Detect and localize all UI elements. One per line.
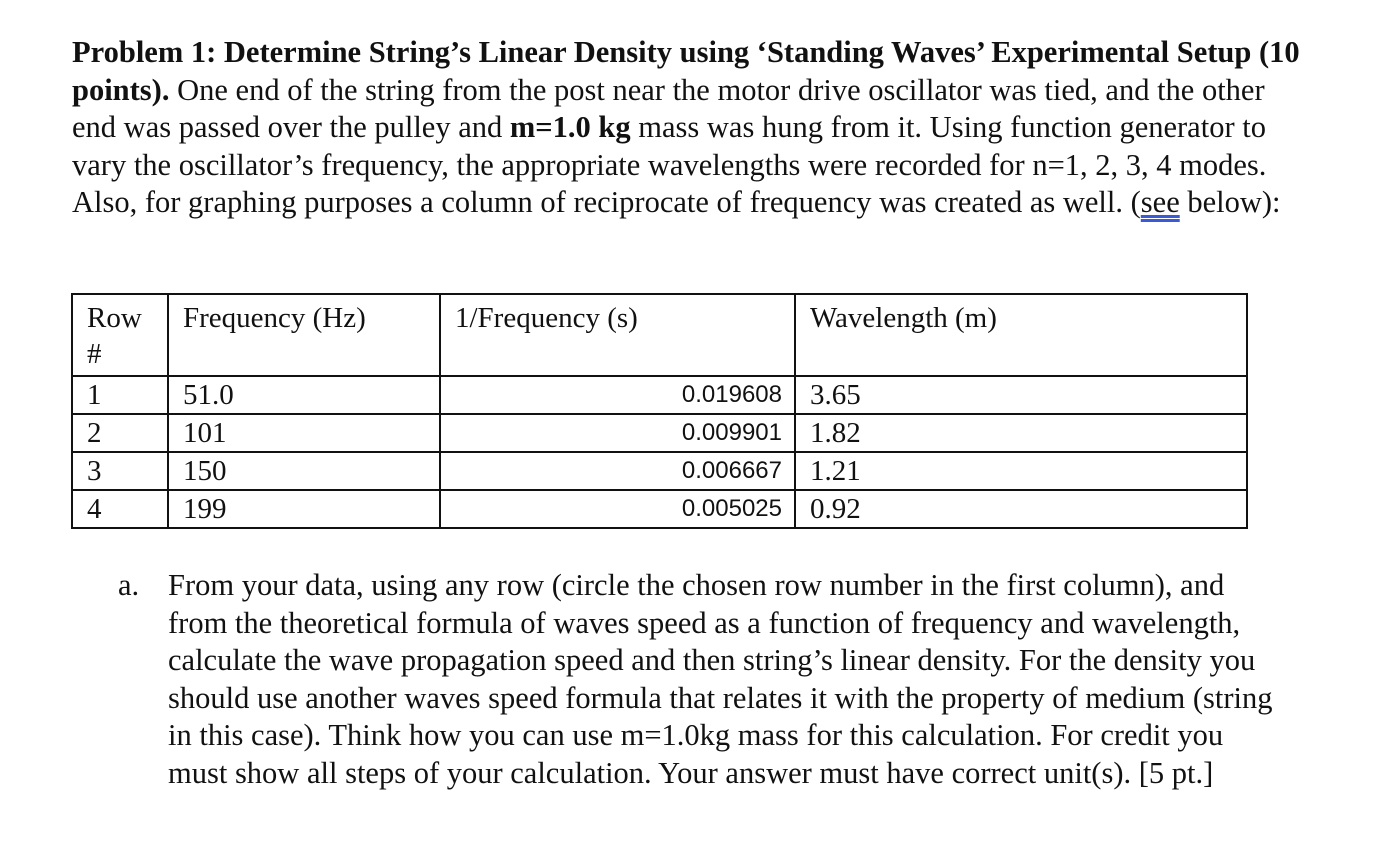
cell-row-number[interactable]: 3	[72, 452, 168, 490]
problem-text-part1: One end of the string from the post near the motor drive oscillator was tied, and the other end was passed over the pulley and	[72, 72, 1265, 145]
table-row	[72, 452, 1247, 490]
cell-row-number[interactable]: 2	[72, 414, 168, 452]
cell-wavelength: 1.82	[795, 414, 1247, 452]
see-link[interactable]: see	[1140, 185, 1180, 220]
table-row	[72, 490, 1247, 528]
mass-value: m=1.0 kg	[509, 110, 631, 145]
cell-wavelength: 0.92	[795, 490, 1247, 528]
cell-inverse-frequency: 0.005025	[440, 490, 795, 528]
cell-frequency: 101	[168, 414, 440, 452]
table-row	[72, 414, 1247, 452]
data-table	[71, 293, 1248, 529]
cell-frequency: 199	[168, 490, 440, 528]
problem-text-part2: mass was hung from it. Using function generator to vary the oscillator’s frequency, the appropriate wavelengths were recorded for n=1, 2, 3, 4 modes. Also, for graphing purposes a column of reciprocate of frequency was created as well. (	[72, 110, 1267, 220]
problem-statement	[72, 34, 1312, 222]
cell-frequency: 150	[168, 452, 440, 490]
cell-inverse-frequency: 0.009901	[440, 414, 795, 452]
cell-row-number[interactable]: 4	[72, 490, 168, 528]
problem-title: Problem 1: Determine String’s Linear Density using ‘Standing Waves’ Experimental Setup (10 points).	[72, 35, 1300, 107]
header-row-number: Row #	[72, 294, 168, 376]
question-a	[118, 567, 1288, 793]
cell-inverse-frequency: 0.019608	[440, 376, 795, 414]
table-row	[72, 376, 1247, 414]
cell-wavelength: 1.21	[795, 452, 1247, 490]
question-a-marker: a.	[118, 568, 140, 602]
cell-wavelength: 3.65	[795, 376, 1247, 414]
header-frequency: Frequency (Hz)	[168, 294, 440, 376]
problem-text-part3: below):	[1179, 185, 1281, 220]
cell-row-number[interactable]: 1	[72, 376, 168, 414]
cell-inverse-frequency: 0.006667	[440, 452, 795, 490]
cell-frequency: 51.0	[168, 376, 440, 414]
header-wavelength: Wavelength (m)	[795, 294, 1247, 376]
question-a-text: From your data, using any row (circle the chosen row number in the first column), and from the theoretical formula of waves speed as a function of frequency and wavelength, calculate the wave propagation speed and then string’s linear density. For the density you should use another waves speed formula that relates it with the property of medium (string in this case). Think how you can use m=1.0kg mass for this calculation. For credit you must show all steps of your calculation. Your answer must have correct unit(s). [5 pt.]	[168, 568, 1273, 790]
table-header-row	[72, 294, 1247, 376]
header-inverse-frequency: 1/Frequency (s)	[440, 294, 795, 376]
